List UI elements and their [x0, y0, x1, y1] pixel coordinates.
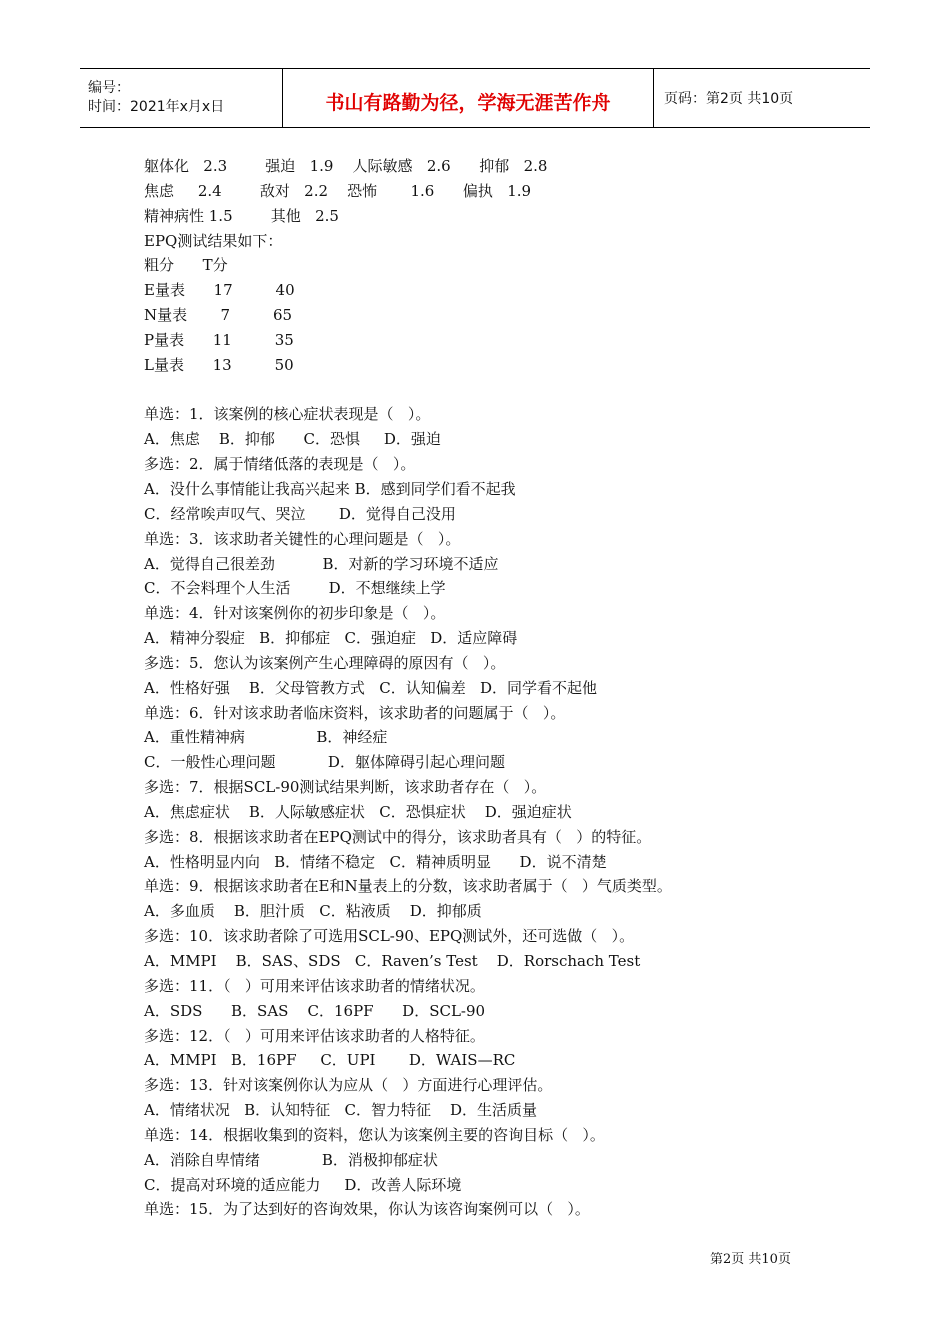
- text-line: A．没什么事情能让我高兴起来 B．感到同学们看不起我: [144, 479, 516, 498]
- text-line: A．精神分裂症 B．抑郁症 C．强迫症 D．适应障碍: [144, 629, 518, 648]
- text-line: 多选：11．（ ）可用来评估该求助者的情绪状况。: [144, 976, 485, 995]
- motto-title: 书山有路勤为径，学海无涯苦作舟: [282, 69, 654, 127]
- text-line: A．重性精神病 B．神经症: [144, 728, 388, 747]
- text-line: A．SDS B．SAS C．16PF D．SCL-90: [144, 1001, 486, 1020]
- text-line: 多选：7．根据SCL-90测试结果判断，该求助者存在（ ）。: [144, 778, 547, 797]
- text-line: 单选：4．针对该案例你的初步印象是（ ）。: [144, 604, 446, 623]
- text-line: C．不会料理个人生活 D．不想继续上学: [144, 579, 446, 598]
- text-line: E量表 17 40: [144, 281, 295, 300]
- text-line: 精神病性 1.5 其他 2.5: [144, 206, 339, 225]
- document-body: [144, 154, 844, 1222]
- text-line: 多选：8．根据该求助者在EPQ测试中的得分，该求助者具有（ ）的特征。: [144, 827, 652, 846]
- text-line: A．焦虑症状 B．人际敏感症状 C．恐惧症状 D．强迫症状: [144, 802, 572, 821]
- text-line: EPQ测试结果如下：: [144, 231, 283, 250]
- text-line: 多选：2．属于情绪低落的表现是（ ）。: [144, 455, 416, 474]
- text-line: C．提高对环境的适应能力 D．改善人际环境: [144, 1175, 462, 1194]
- text-line: [144, 378, 844, 403]
- page-number-label: 页码：第2页 共10页: [664, 91, 794, 107]
- text-line: C．一般性心理问题 D．躯体障碍引起心理问题: [144, 753, 505, 772]
- text-line: 焦虑 2.4 敌对 2.2 恐怖 1.6 偏执 1.9: [144, 181, 532, 200]
- text-line: 单选：15．为了达到好的咨询效果，你认为该咨询案例可以（ ）。: [144, 1200, 590, 1219]
- text-line: 多选：13．针对该案例你认为应从（ ）方面进行心理评估。: [144, 1076, 553, 1095]
- text-line: 粗分 T分: [144, 256, 228, 275]
- text-line: 多选：10．该求助者除了可选用SCL-90、EPQ测试外，还可选做（ ）。: [144, 927, 635, 946]
- text-line: A．焦虑 B．抑郁 C．恐惧 D．强迫: [144, 430, 441, 449]
- time-label: 时间：2021年x月x日: [88, 99, 225, 115]
- text-line: 单选：6．针对该求助者临床资料，该求助者的问题属于（ ）。: [144, 703, 566, 722]
- text-line: L量表 13 50: [144, 355, 294, 374]
- text-line: A．多血质 B．胆汁质 C．粘液质 D．抑郁质: [144, 902, 482, 921]
- text-line: N量表 7 65: [144, 306, 293, 325]
- text-line: A．性格明显内向 B．情绪不稳定 C．精神质明显 D．说不清楚: [144, 852, 607, 871]
- text-line: 躯体化 2.3 强迫 1.9 人际敏感 2.6 抑郁 2.8: [144, 157, 548, 175]
- page-footer: 第2页 共10页: [710, 1252, 791, 1267]
- header-left-cell: [80, 69, 282, 127]
- text-line: A．MMPI B．16PF C．UPI D．WAIS—RC: [144, 1051, 516, 1070]
- text-line: 多选：5．您认为该案例产生心理障碍的原因有（ ）。: [144, 653, 506, 672]
- serial-label: 编号：: [88, 80, 130, 96]
- text-line: 单选：3．该求助者关键性的心理问题是（ ）。: [144, 529, 461, 548]
- text-line: P量表 11 35: [144, 330, 294, 349]
- page-header: [80, 68, 870, 128]
- text-line: 多选：12．（ ）可用来评估该求助者的人格特征。: [144, 1026, 485, 1045]
- text-line: C．经常唉声叹气、哭泣 D．觉得自己没用: [144, 504, 456, 523]
- text-line: 单选：9．根据该求助者在E和N量表上的分数，该求助者属于（ ）气质类型。: [144, 877, 672, 896]
- text-line: A．觉得自己很差劲 B．对新的学习环境不适应: [144, 554, 499, 573]
- text-line: 单选：14．根据收集到的资料，您认为该案例主要的咨询目标（ ）。: [144, 1125, 605, 1144]
- text-line: 单选：1．该案例的核心症状表现是（ ）。: [144, 405, 431, 424]
- text-line: A．消除自卑情绪 B．消极抑郁症状: [144, 1150, 438, 1169]
- text-line: A．性格好强 B．父母管教方式 C．认知偏差 D．同学看不起他: [144, 678, 598, 697]
- text-line: A．MMPI B．SAS、SDS C．Raven’s Test D．Rorschach Test: [144, 952, 641, 970]
- text-line: A．情绪状况 B．认知特征 C．智力特征 D．生活质量: [144, 1101, 538, 1120]
